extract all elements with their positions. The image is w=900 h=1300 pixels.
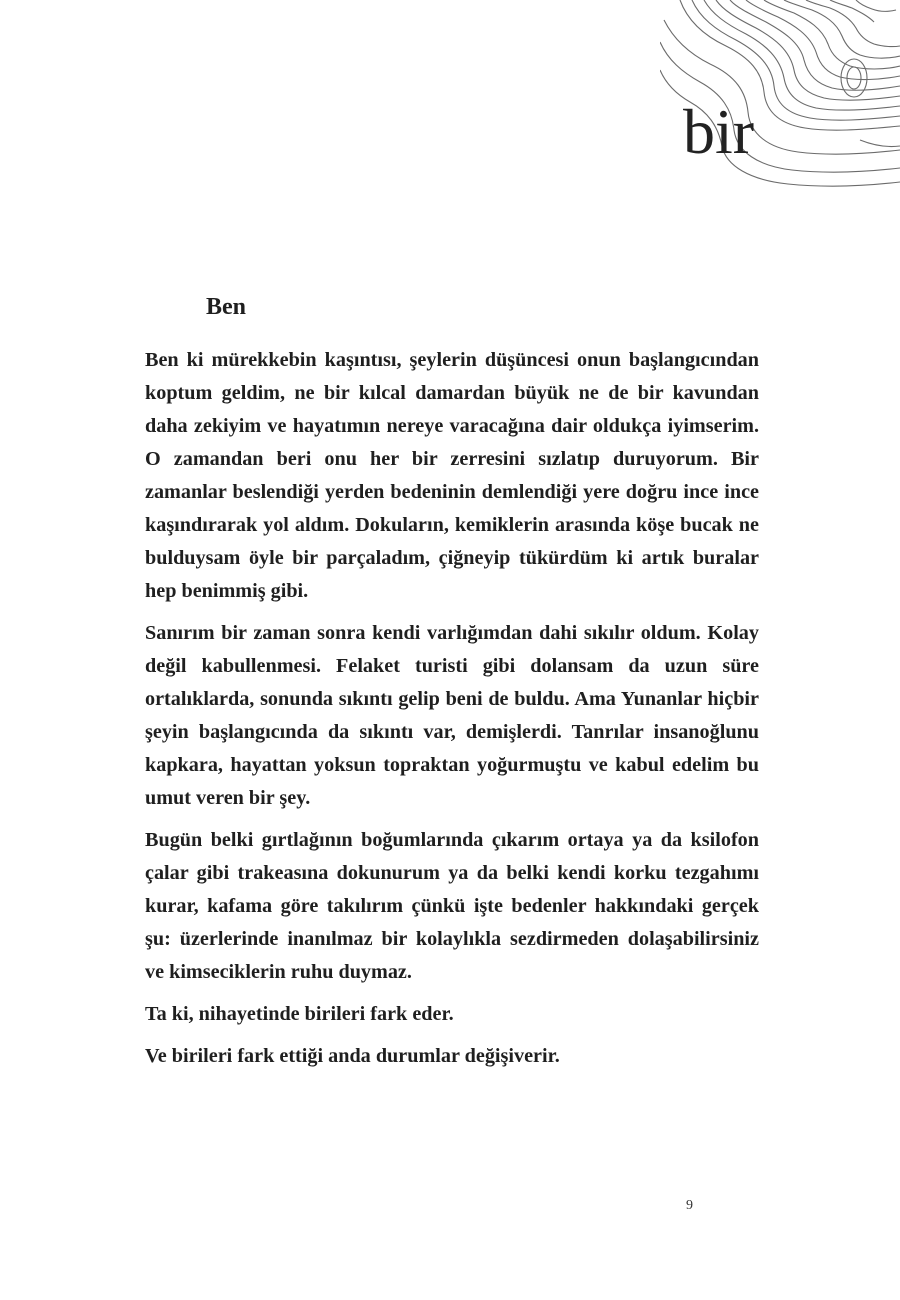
paragraph: Bugün belki gırtlağının boğumlarında çıkarım ortaya ya da ksilofon çalar gibi trakeasına dokunurum ya da belki kendi korku tezgahımı kurar, kafama göre takılırım çünkü işte bedenler hakkındaki gerçek şu: üzerlerinde inanılmaz bir kolaylıkla sezdirmeden dolaşabilirsiniz ve kimseciklerin ruhu duymaz. (145, 829, 759, 983)
section-title: Ben (206, 294, 247, 320)
paragraph: Ben ki mürekkebin kaşıntısı, şeylerin düşüncesi onun başlangıcından koptum geldim, ne bir kılcal damardan büyük ne de bir kavundan daha zekiyim ve hayatımın nereye varacağına dair oldukça iyimserim. O zamandan beri onu her bir zerresini sızlatıp duruyorum. Bir zamanlar beslendiği yerden bedeninin demlendiği yere doğru ince ince kaşındırarak yol aldım. Dokuların, kemiklerin arasında köşe bucak ne bulduysam öyle bir parçaladım, çiğneyip tükürdüm ki artık buralar hep benimmiş gibi. (145, 349, 759, 602)
paragraph: Sanırım bir zaman sonra kendi varlığımdan dahi sıkılır oldum. Kolay değil kabullenmesi. Felaket turisti gibi dolansam da uzun süre ortalıklarda, sonunda sıkıntı gelip beni de buldu. Ama Yunanlar hiçbir şeyin başlangıcında da sıkıntı var, demişlerdi. Tanrılar insanoğlunu kapkara, hayattan yoksun topraktan yoğurmuştu ve kabul edelim bu umut veren bir şey. (145, 622, 759, 809)
paragraph: Ta ki, nihayetinde birileri fark eder. (145, 1003, 454, 1025)
body-text (145, 344, 759, 1082)
page-number: 9 (686, 1198, 693, 1213)
chapter-number: bir (683, 96, 755, 167)
paragraph: Ve birileri fark ettiği anda durumlar değişiverir. (145, 1045, 560, 1067)
